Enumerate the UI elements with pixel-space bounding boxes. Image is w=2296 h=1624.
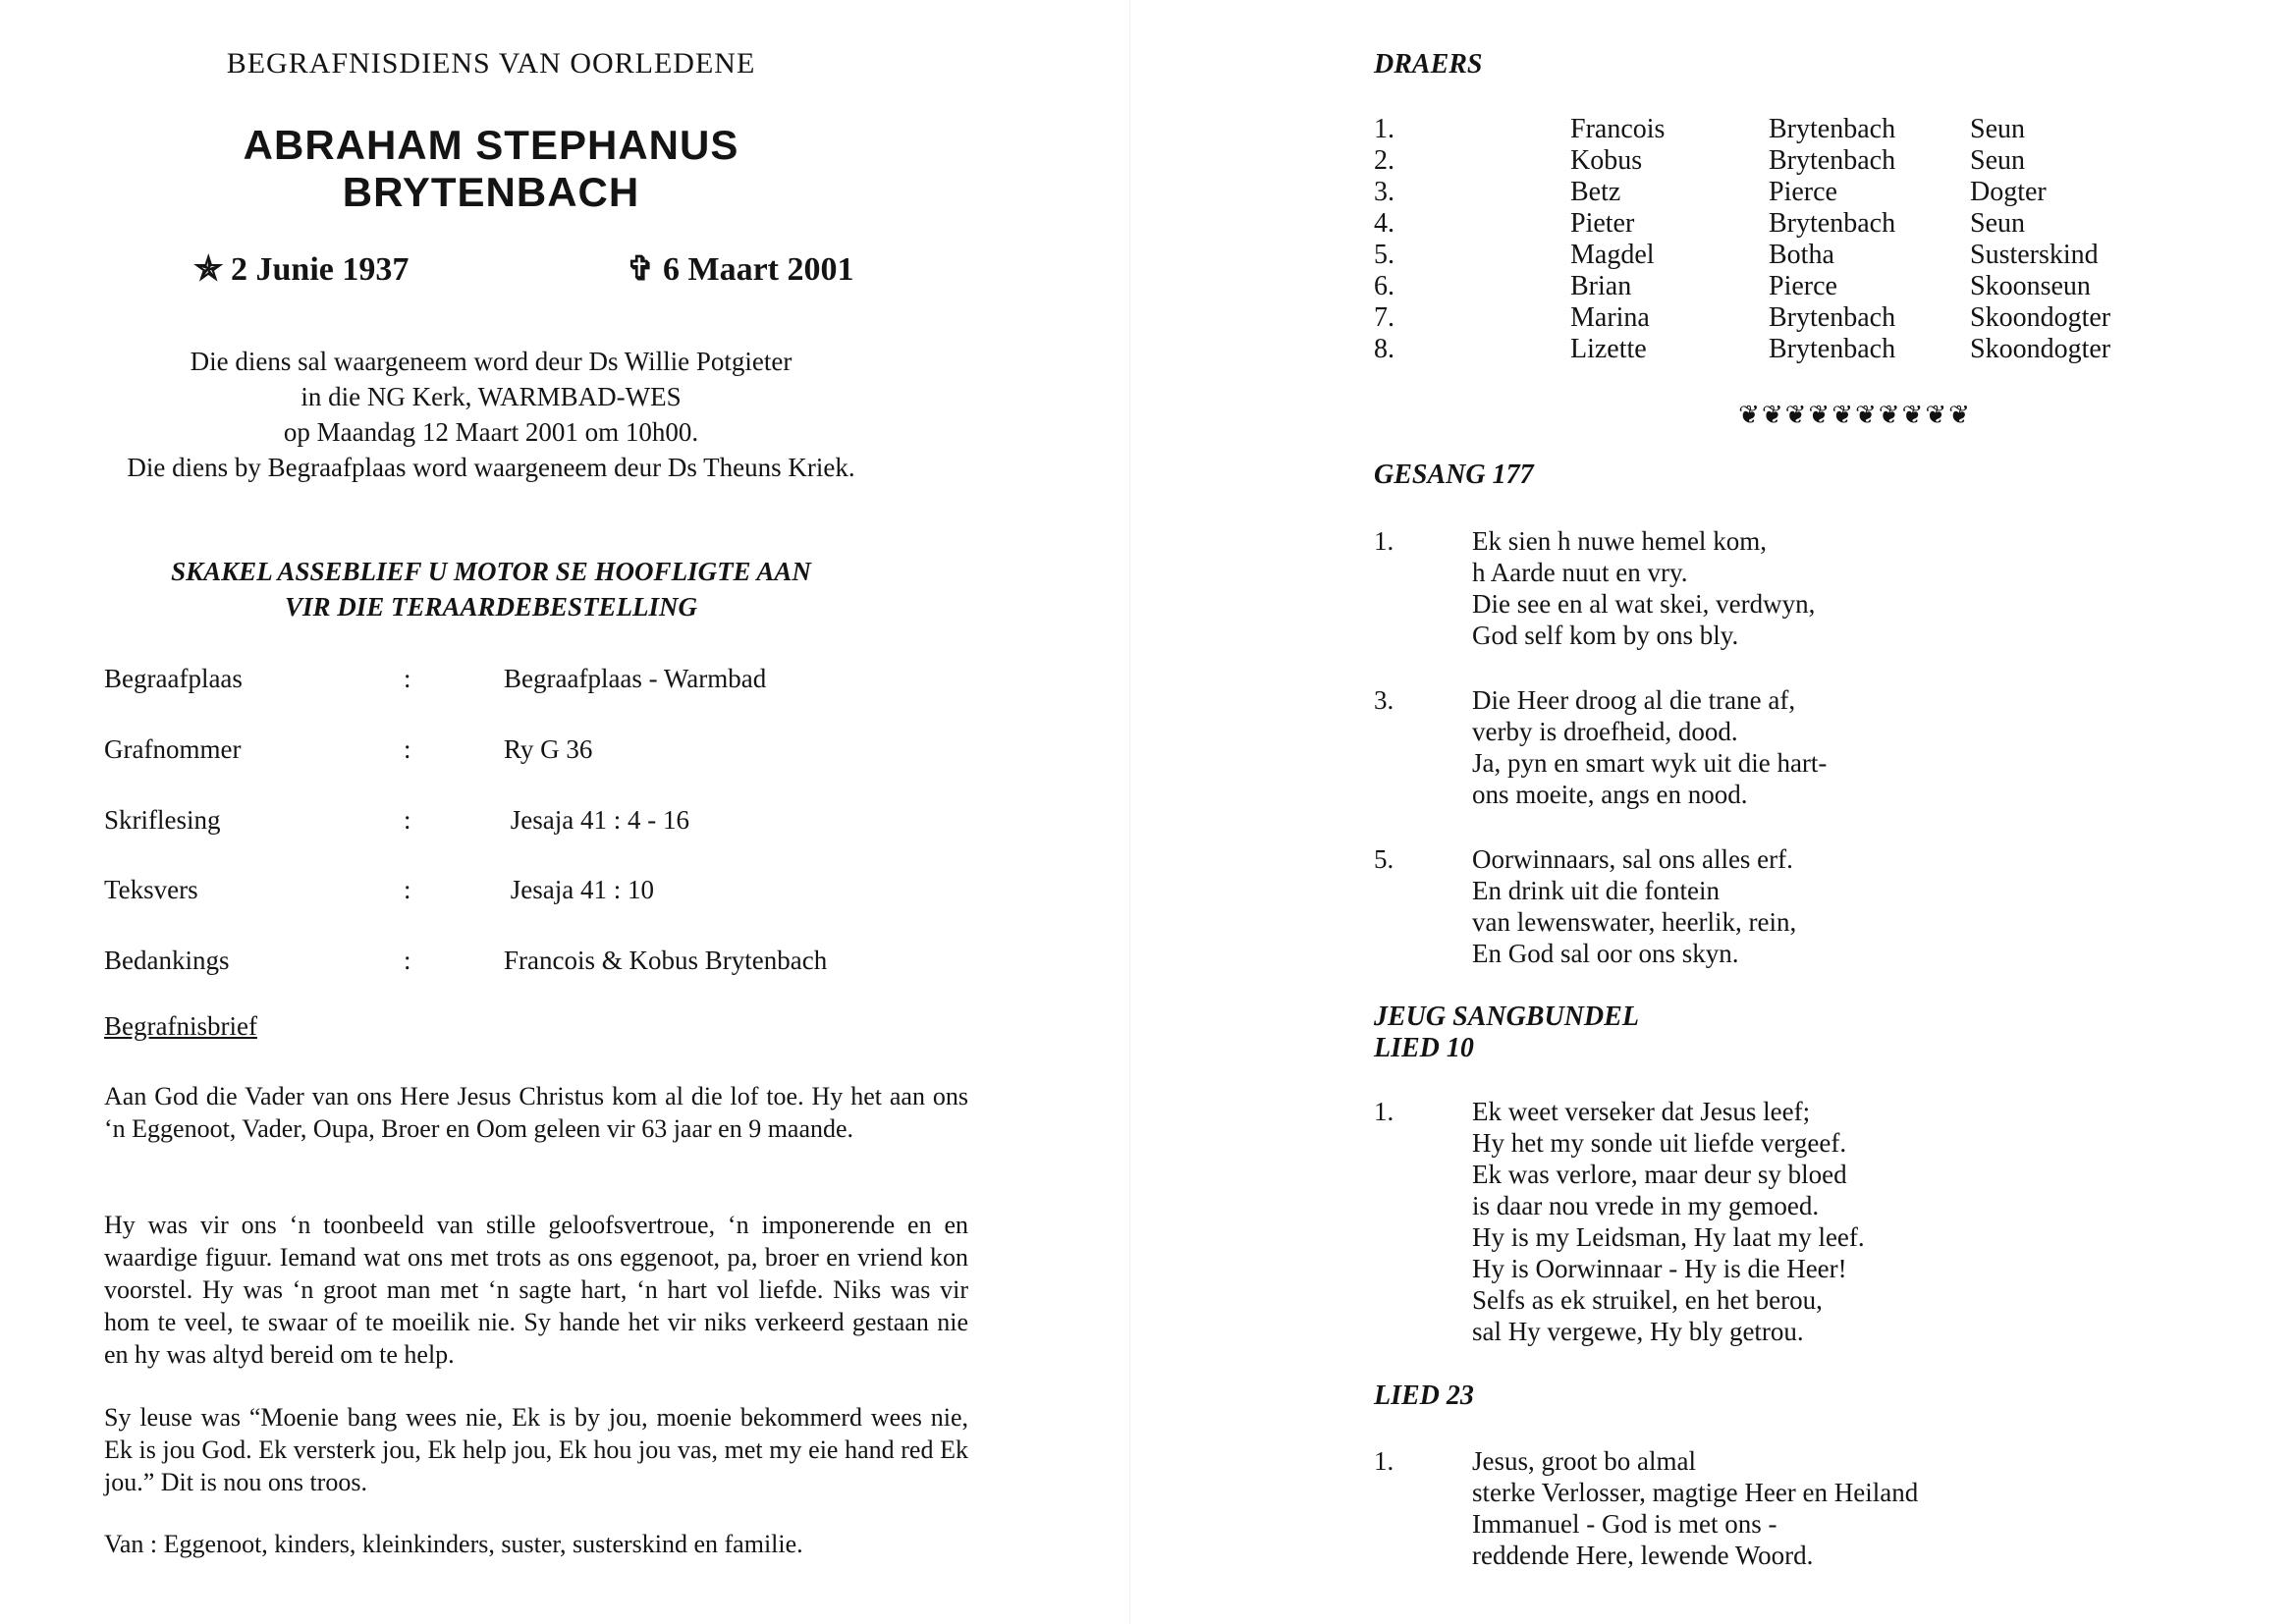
verse-line: Hy is Oorwinnaar - Hy is die Heer! [1472,1254,1847,1283]
detail-colon: : [404,875,411,904]
service-header: BEGRAFNISDIENS VAN OORLEDENE [226,47,756,80]
bearer-first-name: Francois [1570,114,1666,144]
youth-songbook-title [1374,1001,1639,1064]
letter-signoff: Van : Eggenoot, kinders, kleinkinders, suster, susterskind en familie. [104,1530,803,1558]
bearer-relation: Skoondogter [1970,334,2111,364]
death-date [627,249,854,289]
verse-line: Ja, pyn en smart wyk uit die hart- [1472,748,1828,778]
verse-line: Ek was verlore, maar deur sy bloed [1472,1160,1847,1189]
bearer-number: 7. [1374,302,1394,333]
death-date-text: 6 Maart 2001 [663,251,854,288]
headlights-notice [0,554,982,624]
verse-line: God self kom by ons bly. [1472,621,1739,650]
deceased-name-line2: BRYTENBACH [342,169,640,215]
birth-date-text: 2 Junie 1937 [231,251,410,288]
verse-line: sterke Verlosser, magtige Heer en Heiland [1472,1478,1919,1507]
bearer-surname: Botha [1769,240,1834,270]
detail-colon: : [404,946,411,975]
bearer-surname: Brytenbach [1769,208,1896,239]
bearer-number: 8. [1374,334,1394,364]
hymn-177-title: GESANG 177 [1374,460,1534,490]
verse-number: 1. [1374,1446,1394,1476]
detail-value: Jesaja 41 : 4 - 16 [504,805,689,835]
notice-line: SKAKEL ASSEBLIEF U MOTOR SE HOOFLIGTE AAN [171,557,811,586]
bearer-surname: Pierce [1769,271,1837,301]
verse-line: sal Hy vergewe, Hy bly getrou. [1472,1317,1804,1346]
bearer-relation: Dogter [1970,177,2047,207]
bearer-first-name: Lizette [1570,334,1647,364]
verse-line: Immanuel - God is met ons - [1472,1509,1777,1539]
funeral-letter-title: Begrafnisbrief [104,1011,257,1041]
floral-divider-icon: ❦❦❦❦❦❦❦❦❦❦ [1738,401,1972,429]
detail-label: Bedankings [104,946,230,975]
bearer-number: 3. [1374,177,1394,207]
bearer-surname: Brytenbach [1769,334,1896,364]
service-line: in die NG Kerk, WARMBAD-WES [301,382,682,411]
star-icon: ✯ [194,251,223,288]
deceased-name-line1: ABRAHAM STEPHANUS [243,122,739,168]
service-info [0,344,982,485]
detail-label: Skriflesing [104,805,221,835]
bearer-first-name: Betz [1570,177,1621,207]
verse-line: En drink uit die fontein [1472,876,1720,905]
bearer-row [1374,334,2296,365]
verse-line: verby is droefheid, dood. [1472,717,1738,746]
detail-row-grafnommer [104,734,988,774]
song-10-title: LIED 10 [1374,1033,1474,1063]
detail-label: Teksvers [104,875,198,904]
detail-colon: : [404,734,411,764]
notice-line: VIR DIE TERAARDEBESTELLING [284,592,698,622]
bearer-surname: Brytenbach [1769,302,1896,333]
verse-line: Jesus, groot bo almal [1472,1446,1696,1476]
letter-paragraph: Aan God die Vader van ons Here Jesus Christus kom al die lof toe. Hy het aan ons ‘n Eggenoot, Vader, Oupa, Broer en Oom geleen vir 63 jaar en 9 maande. [104,1082,968,1143]
right-page [1148,0,2296,1624]
bearer-number: 5. [1374,240,1394,270]
bearer-surname: Brytenbach [1769,145,1896,176]
verse-line: reddende Here, lewende Woord. [1472,1541,1814,1570]
cross-icon: ✞ [627,251,655,288]
verse-line: Die see en al wat skei, verdwyn, [1472,589,1816,619]
bearer-relation: Seun [1970,208,2025,239]
verse-line: Die Heer droog al die trane af, [1472,685,1796,715]
letter-paragraph: Hy was vir ons ‘n toonbeeld van stille geloofsvertroue, ‘n imponerende en en waardige figuur. Iemand wat ons met trots as ons eggenoot, pa, broer en vriend kon voorstel. Hy was ‘n groot man met ‘n sagte hart, ‘n hart vol liefde. Niks was vir hom te veel, te swaar of te moeilik nie. Sy hande het vir niks verkeerd gestaan nie en hy was altyd bereid om te help. [104,1211,968,1369]
verse-line: Ek sien h nuwe hemel kom, [1472,526,1767,556]
songbook-name: JEUG SANGBUNDEL [1374,1001,1639,1032]
detail-row-teksvers [104,875,988,914]
bearer-relation: Skoondogter [1970,302,2111,333]
verse-number: 3. [1374,685,1394,715]
birth-date [194,249,409,289]
verse-line: ons moeite, angs en nood. [1472,780,1748,809]
bearer-row [1374,177,2296,208]
verse-line: Selfs as ek struikel, en het berou, [1472,1285,1823,1315]
verse-line: Hy is my Leidsman, Hy laat my leef. [1472,1222,1865,1252]
bearer-relation: Skoonseun [1970,271,2091,301]
detail-row-begraafplaas [104,664,988,703]
detail-value: Jesaja 41 : 10 [504,875,654,904]
verse-number: 1. [1374,1097,1394,1126]
detail-colon: : [404,664,411,693]
letter-paragraph: Sy leuse was “Moenie bang wees nie, Ek is by jou, moenie bekommerd wees nie, Ek is jou God. Ek versterk jou, Ek help jou, Ek hou jou vas, met my eie hand red Ek jou.” Dit is nou ons troos. [104,1403,968,1496]
verse-line: Ek weet verseker dat Jesus leef; [1472,1097,1811,1126]
bearer-row [1374,302,2296,334]
verse-number: 5. [1374,844,1394,874]
service-line: Die diens sal waargeneem word deur Ds Willie Potgieter [190,347,793,376]
verse-line: Oorwinnaars, sal ons alles erf. [1472,844,1793,874]
detail-value: Ry G 36 [504,734,593,764]
service-line: op Maandag 12 Maart 2001 om 10h00. [283,417,699,447]
detail-label: Begraafplaas [104,664,243,693]
bearer-number: 2. [1374,145,1394,176]
verse-line: En God sal oor ons skyn. [1472,939,1739,968]
bearer-number: 4. [1374,208,1394,239]
bearer-first-name: Pieter [1570,208,1635,239]
service-line: Die diens by Begraafplaas word waargeneem deur Ds Theuns Kriek. [127,453,855,482]
bearer-number: 1. [1374,114,1394,144]
detail-row-bedankings [104,946,988,985]
bearer-first-name: Brian [1570,271,1632,301]
verse-line: h Aarde nuut en vry. [1472,558,1688,587]
detail-colon: : [404,805,411,835]
song-23-title: LIED 23 [1374,1380,1474,1411]
detail-row-skriflesing [104,805,988,844]
bearer-relation: Seun [1970,114,2025,144]
bearer-first-name: Kobus [1570,145,1643,176]
bearer-surname: Pierce [1769,177,1837,207]
bearer-first-name: Marina [1570,302,1650,333]
bearer-relation: Seun [1970,145,2025,176]
bearer-row [1374,145,2296,177]
bearer-first-name: Magdel [1570,240,1655,270]
detail-label: Grafnommer [104,734,242,764]
detail-value: Begraafplaas - Warmbad [504,664,767,693]
bearer-relation: Susterskind [1970,240,2099,270]
verse-line: is daar nou vrede in my gemoed. [1472,1191,1820,1220]
bearer-row [1374,240,2296,271]
bearer-surname: Brytenbach [1769,114,1896,144]
verse-line: Hy het my sonde uit liefde vergeef. [1472,1128,1847,1158]
verse-line: van lewenswater, heerlik, rein, [1472,907,1797,937]
verse-number: 1. [1374,526,1394,556]
pallbearers-title: DRAERS [1374,49,1483,80]
detail-value: Francois & Kobus Brytenbach [504,946,828,975]
bearer-row [1374,271,2296,302]
bearer-row [1374,114,2296,145]
bearer-number: 6. [1374,271,1394,301]
bearer-row [1374,208,2296,240]
